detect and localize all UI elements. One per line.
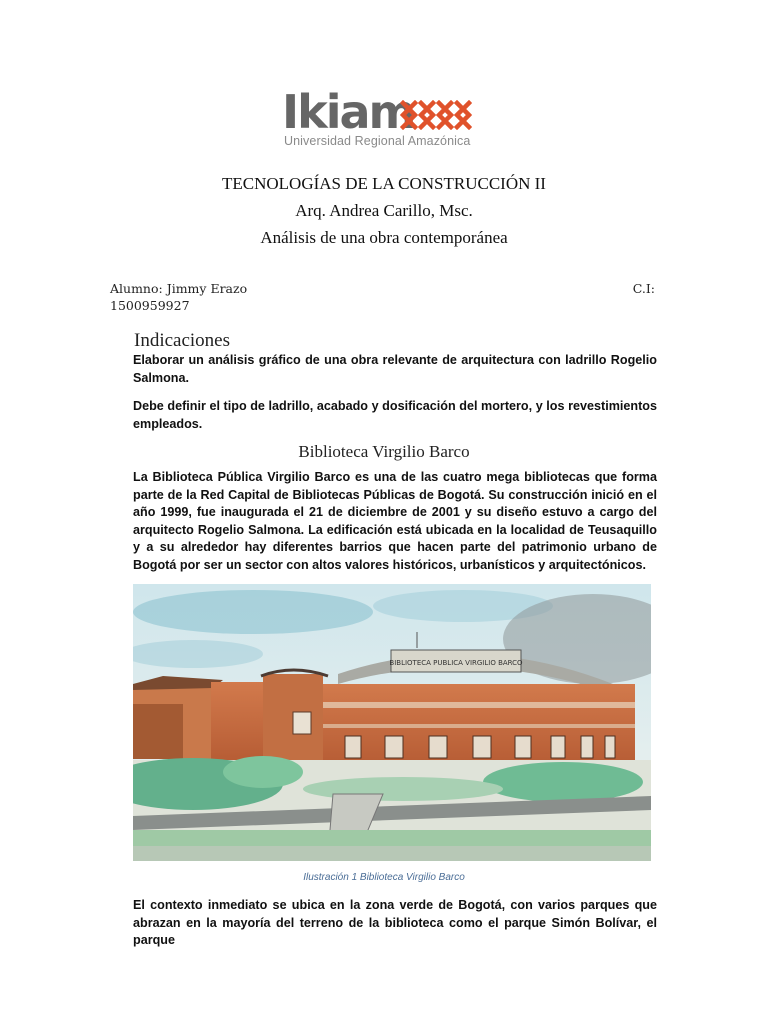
building-illustration: [133, 584, 651, 861]
ikiam-logo: [282, 85, 476, 152]
student-ci-number: 1500959927: [110, 298, 190, 313]
document-subject: Análisis de una obra contemporánea: [260, 228, 508, 247]
illustration-caption: Ilustración 1 Biblioteca Virgilio Barco: [303, 872, 465, 883]
indications-paragraph-2: Debe definir el tipo de ladrillo, acabado y dosificación del mortero, y los revestimientos empleados.: [133, 399, 657, 431]
logo-x-pattern-icon: [400, 100, 472, 130]
logo-wordmark: Ikiam: [282, 85, 415, 139]
section-paragraph-1: La Biblioteca Pública Virgilio Barco es una de las cuatro mega bibliotecas que forma parte de la Red Capital de Bibliotecas Públicas de Bogotá. Su construcción inició en el año 1999, fue inaugurada el 21 de diciembre de 2001 y su diseño estuvo a cargo del arquitecto Rogelio Salmona. La edificación está ubicada en la localidad de Teusaquillo y a su alrededor hay diferentes barrios que hacen parte del patrimonio urbano de Bogotá por ser un sector con altos valores históricos, urbanísticos y arquitectónicos.: [133, 470, 657, 572]
indications-heading: Indicaciones: [134, 330, 231, 351]
student-name: Alumno: Jimmy Erazo: [110, 281, 248, 296]
student-ci-label: C.I:: [632, 281, 655, 296]
section-paragraph-2: El contexto inmediato se ubica en la zona verde de Bogotá, con varios parques que abrazan en la mayoría del terreno de la biblioteca como el parque Simón Bolívar, el parque: [133, 898, 657, 947]
section-heading: Biblioteca Virgilio Barco: [298, 442, 470, 461]
building-sign: BIBLIOTECA PUBLICA VIRGILIO BARCO: [389, 659, 523, 667]
indications-paragraph-1: Elaborar un análisis gráfico de una obra relevante de arquitectura con ladrillo Rogelio Salmona.: [133, 353, 657, 385]
logo-subtitle: Universidad Regional Amazónica: [284, 134, 471, 148]
course-title: TECNOLOGÍAS DE LA CONSTRUCCIÓN II: [222, 174, 546, 193]
student-info: [110, 281, 655, 313]
teacher-name: Arq. Andrea Carillo, Msc.: [295, 201, 473, 220]
